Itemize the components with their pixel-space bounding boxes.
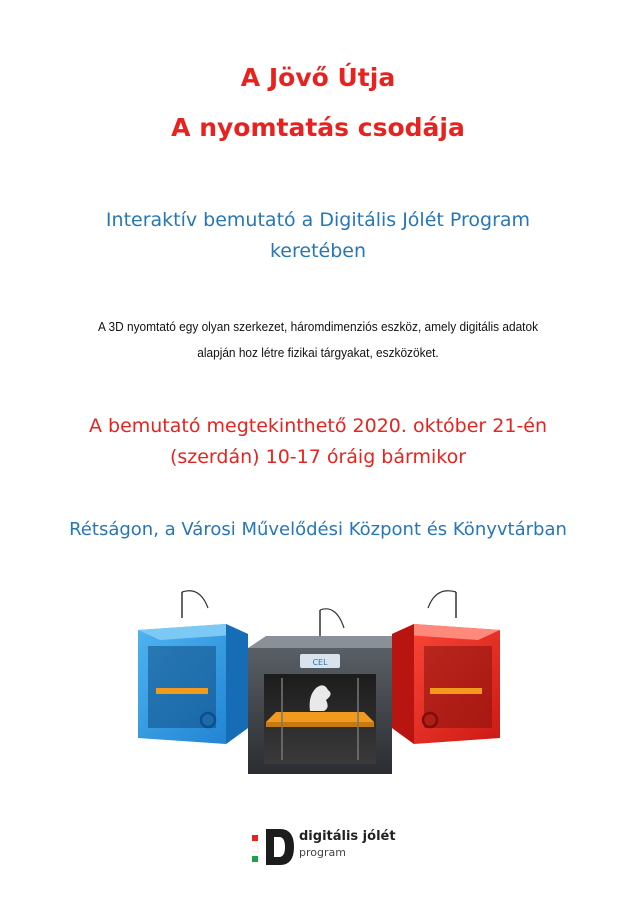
blue-printer [138,591,248,744]
description-line-1: A 3D nyomtató egy olyan szerkezet, háromdimenziós eszköz, amely digitális adatok [97,319,539,334]
description-line-2: alapján hoz létre fizikai tárgyakat, eszközöket. [197,345,439,360]
printers-image [130,588,506,778]
logo-mark-icon [252,827,296,867]
dark-printer [248,609,392,774]
subtitle-line-2: keretében [269,240,367,262]
logo-subtitle: program [299,846,346,859]
red-printer [392,591,500,744]
logo-title: digitális jólét [299,829,396,844]
title-line-2: A nyomtatás csodája [171,113,465,142]
event-line-1: A bemutató megtekinthető 2020. október 21-én [88,415,548,437]
subtitle-line-1: Interaktív bemutató a Digitális Jólét Program [105,209,531,231]
event-line-2: (szerdán) 10-17 óráig bármikor [169,446,467,468]
title-line-1: A Jövő Útja [240,63,396,92]
venue-text: Rétságon, a Városi Művelődési Központ és Könyvtárban [69,519,567,540]
svg-text:CEL: CEL [312,658,328,667]
digitalis-jolet-logo [252,827,412,867]
